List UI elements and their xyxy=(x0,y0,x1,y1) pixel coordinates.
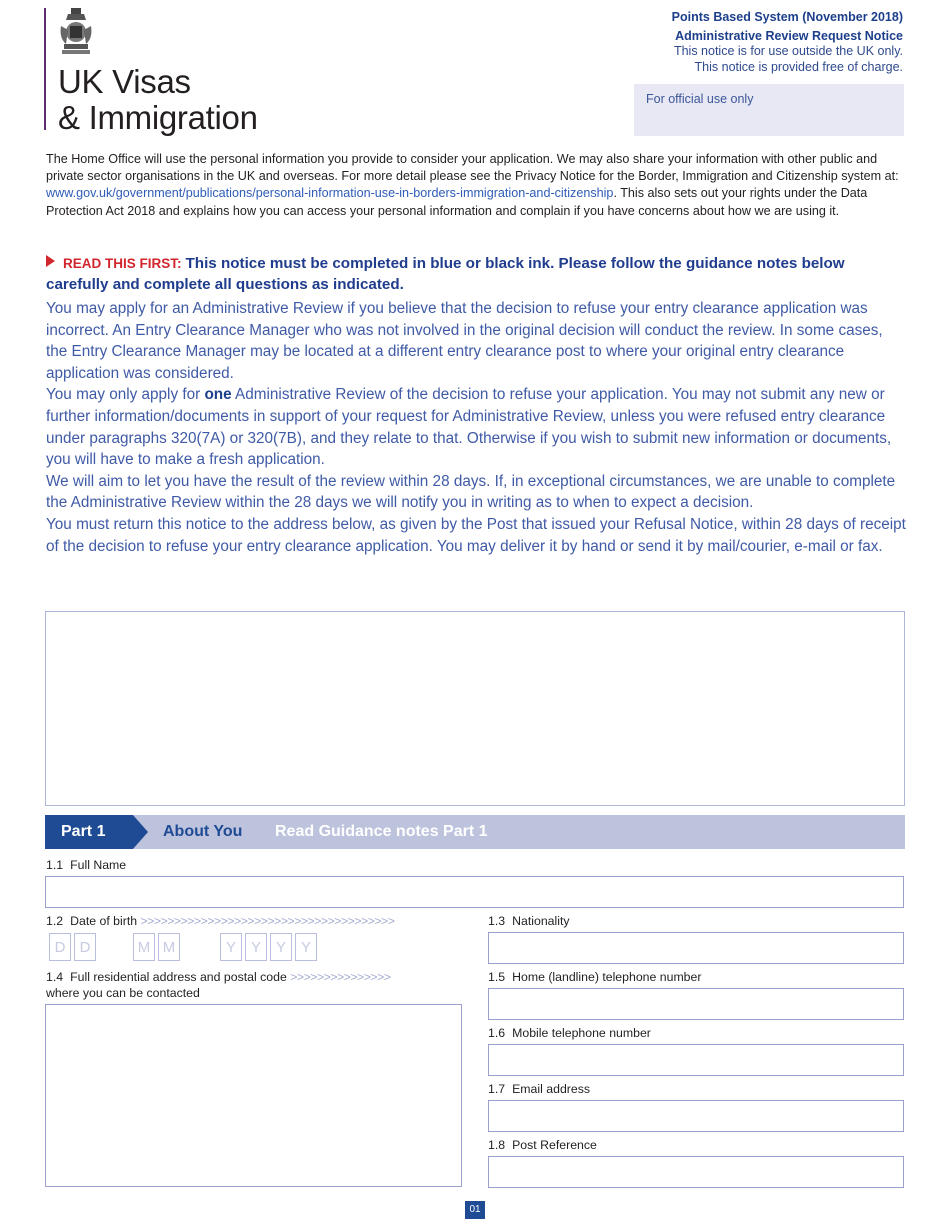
mobile-phone-input[interactable] xyxy=(488,1044,904,1076)
part1-guidance: Read Guidance notes Part 1 xyxy=(275,823,488,840)
dob-month-1[interactable]: M xyxy=(133,933,155,961)
address-label-2: where you can be contacted xyxy=(46,986,200,1000)
part1-arrow-icon xyxy=(133,815,148,849)
dob-year-2[interactable]: Y xyxy=(245,933,267,961)
official-use-label: For official use only xyxy=(646,92,754,106)
dob-year-4[interactable]: Y xyxy=(295,933,317,961)
nationality-input[interactable] xyxy=(488,932,904,964)
part1-number: Part 1 xyxy=(45,815,133,849)
address-label: 1.4 Full residential address and postal code >>>>>>>>>>>>>>> xyxy=(46,970,391,984)
guidance-paragraph-2: You may only apply for one Administrative Review of the decision to refuse your application. You may not submit any new or further information/documents in support of your request for Administrative Review, unless you were refused entry clearance under paragraphs 320(7A) or 320(7B), and they relate to that. Otherwise if you wish to submit new information or documents, you will have to make a fresh application. xyxy=(46,386,892,469)
royal-crest-icon xyxy=(58,8,94,58)
guidance-paragraph-4: You must return this notice to the address below, as given by the Post that issued your Refusal Notice, within 28 days of receipt of the decision to refuse your entry clearance application. You may deliver it by hand or send it by mail/courier, e-mail or fax. xyxy=(46,515,906,555)
guidance-paragraph-3: We will aim to let you have the result of the review within 28 days. If, in exceptional circumstances, we are unable to complete the Administrative Review within the 28 days we will notify you in writing as to when to expect a decision. xyxy=(46,472,896,512)
privacy-text-1: The Home Office will use the personal information you provide to consider your application. We may also share your information with other public and private sector organisations in the UK and overseas. For more detail please see the Privacy Notice for the Border, Immigration and Citizenship system at: xyxy=(46,152,899,184)
privacy-notice xyxy=(46,151,906,220)
system-title: Points Based System (November 2018) xyxy=(671,10,903,24)
dob-year-3[interactable]: Y xyxy=(270,933,292,961)
read-first-label: READ THIS FIRST: xyxy=(63,256,182,271)
brand-line-1: UK Visas xyxy=(58,63,191,100)
full-name-input[interactable] xyxy=(45,876,904,908)
red-arrow-icon xyxy=(46,255,55,267)
guidance-emphasis: one xyxy=(204,386,232,404)
notice-title: Administrative Review Request Notice xyxy=(675,29,903,43)
guidance-paragraph-1: You may apply for an Administrative Review if you believe that the decision to refuse your entry clearance application was incorrect. An Entry Clearance Manager who was not involved in the original decision will conduct the review. In some cases, the Entry Clearance Manager may be located at a different entry clearance post to where your original entry clearance application was considered. xyxy=(46,300,883,382)
chevron-pointer: >>>>>>>>>>>>>>>>>>>>>>>>>>>>>>>>>>>>>> xyxy=(140,914,395,928)
email-input[interactable] xyxy=(488,1100,904,1132)
privacy-text-2: . This also sets out your rights under the Data Protection Act 2018 and explains how you can access your personal information and complain if you have concerns about how we are using it. xyxy=(46,186,868,218)
nationality-label: 1.3 Nationality xyxy=(488,914,570,928)
dob-month-2[interactable]: M xyxy=(158,933,180,961)
address-input[interactable] xyxy=(45,1004,462,1187)
dob-year-1[interactable]: Y xyxy=(220,933,242,961)
chevron-pointer: >>>>>>>>>>>>>>> xyxy=(290,970,391,984)
part1-title: About You xyxy=(163,823,243,840)
brand-bar xyxy=(44,8,46,130)
email-label: 1.7 Email address xyxy=(488,1082,591,1096)
official-use-box xyxy=(634,84,904,136)
page-number: 01 xyxy=(465,1201,485,1219)
dob-day-1[interactable]: D xyxy=(49,933,71,961)
mobile-phone-label: 1.6 Mobile telephone number xyxy=(488,1026,651,1040)
post-address-box[interactable] xyxy=(45,611,905,806)
outside-uk-note: This notice is for use outside the UK only. xyxy=(673,44,903,58)
home-phone-input[interactable] xyxy=(488,988,904,1020)
read-first-notice xyxy=(46,253,906,295)
home-phone-label: 1.5 Home (landline) telephone number xyxy=(488,970,702,984)
read-first-text: This notice must be completed in blue or black ink. Please follow the guidance notes below carefully and complete all questions as indicated. xyxy=(46,255,845,293)
full-name-label: 1.1 Full Name xyxy=(46,858,127,872)
guidance-text xyxy=(46,298,906,557)
post-reference-input[interactable] xyxy=(488,1156,904,1188)
date-of-birth-label: 1.2 Date of birth >>>>>>>>>>>>>>>>>>>>>>>>>>>>>>>>>>>>>> xyxy=(46,914,395,928)
post-reference-label: 1.8 Post Reference xyxy=(488,1138,597,1152)
privacy-link[interactable]: www.gov.uk/government/publications/personal-information-use-in-borders-immigration-and-citizenship xyxy=(46,186,614,201)
part1-banner xyxy=(45,815,905,849)
dob-day-2[interactable]: D xyxy=(74,933,96,961)
free-of-charge-note: This notice is provided free of charge. xyxy=(694,60,903,74)
brand-line-2: & Immigration xyxy=(58,99,258,136)
